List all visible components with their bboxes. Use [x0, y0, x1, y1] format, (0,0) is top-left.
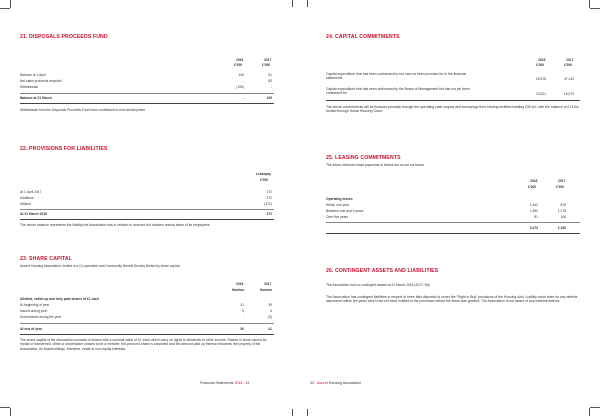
table-row-label: Withdrawals: [20, 85, 38, 89]
crop-mark: [590, 8, 600, 9]
divider: [326, 222, 580, 223]
paragraph: The Association has contingent liabilities in respect of three flats disposed of under the "Right to Buy" provisions of the Housing Acts. Liability could arise for any defects discovered within ten years which had not been notified to the purchaser before the lease was granted. The Association is not aware of any material defects.: [326, 295, 578, 304]
col-year: 2017: [264, 282, 272, 286]
col-year: 2018: [530, 179, 538, 183]
divider: [20, 209, 274, 210]
table-cell: 106: [266, 96, 272, 100]
table-cell: 876: [560, 203, 566, 207]
table-row-label: Capital expenditure that has been contracted for but has not been provided for in the financial statements: [326, 72, 467, 81]
table-cell: 50: [240, 327, 244, 331]
table-cell: 83: [268, 79, 272, 83]
section-23-title: 23. SHARE CAPITAL: [20, 256, 73, 262]
table-cell: 1,178: [557, 209, 566, 213]
section-21-title: 21. DISPOSALS PROCEEDS FUND: [20, 34, 108, 40]
table-row-label: Net sales proceeds recycled: [20, 79, 62, 83]
section-25-title: 25. LEASING COMMITMENTS: [326, 155, 401, 161]
section-intro: The future minimum lease payments of leases are as set out below.: [326, 163, 425, 167]
footer-right: 42 | Ascent Housing Association: [310, 381, 362, 385]
table-row-label: Issued during year: [20, 309, 48, 313]
paragraph: The Association had no contingent assets at 31 March 2018 (2017: Nil).: [326, 283, 431, 287]
table-total-label: At end of year: [20, 327, 42, 331]
table-row-label: Balance at 1 April: [20, 73, 46, 77]
divider: [20, 103, 274, 104]
table-cell: 9: [242, 309, 244, 313]
crop-mark: [590, 407, 600, 408]
col-unit: £'000: [234, 63, 243, 67]
section-note: The above balance represents the liability the Association has in relation to accrued but untaken annual leave of its employees.: [20, 223, 211, 227]
table-row-label: Between one and 5 years: [326, 209, 364, 213]
section-note: The above commitments will be financed primarily through the operating cash surplus and borrowings from existing facilities totalling £39.1m, with the balance of £13.6m funded through Social Housing Grant.: [326, 105, 579, 114]
divider: [326, 100, 580, 101]
table-cell: (106): [236, 85, 244, 89]
table-cell: 29,578: [535, 77, 546, 81]
crop-mark: [292, 409, 293, 416]
footer-left-year: 2018: [234, 381, 243, 385]
table-cell: 41: [240, 303, 244, 307]
table-total-label: At 31 March 2018: [20, 212, 47, 216]
table-cell: 106: [560, 215, 566, 219]
footer-right-org-rest: Housing Association: [328, 381, 362, 385]
col-year: 2017: [566, 58, 574, 62]
table-row-label: Additions: [20, 196, 34, 200]
crop-mark: [307, 409, 308, 416]
divider: [20, 334, 274, 335]
footer-right-org-word: Ascent: [316, 381, 328, 385]
crop-mark: [0, 8, 10, 9]
table-row-label: Over five years: [326, 215, 349, 219]
section-intro: Ascent Housing Association Limited is a Co-operative and Community Benefit Society limited by share capital.: [20, 264, 181, 268]
col-year: 2018: [236, 282, 244, 286]
table-cell: 372: [266, 190, 272, 194]
divider: [20, 219, 274, 220]
section-24-title: 24. CAPITAL COMMITMENTS: [326, 34, 400, 40]
col-year: 2017: [558, 179, 566, 183]
table-cell: 2,160: [557, 226, 566, 230]
col-unit: £'000: [536, 63, 545, 67]
table-cell: 106: [238, 73, 244, 77]
divider: [326, 233, 580, 234]
table-cell: 372: [266, 196, 272, 200]
table-cell: 41: [268, 327, 272, 331]
table-cell: (372): [264, 202, 272, 206]
footer-left: Financial Statements 2018 | 41: [200, 381, 250, 385]
table-cell: 16,073: [563, 92, 574, 96]
table-cell: 23,621: [535, 92, 546, 96]
table-cell: 47,143: [563, 77, 574, 81]
crop-mark: [292, 0, 293, 7]
table-cell: -: [242, 96, 244, 100]
footer-left-text: Financial Statements: [200, 381, 234, 385]
table-row-label: Within one year: [326, 203, 349, 207]
crop-mark: [589, 408, 590, 416]
table-row-label: Utilised: [20, 202, 31, 206]
table-cell: 39: [268, 303, 272, 307]
divider: [20, 323, 274, 324]
crop-mark: [0, 407, 10, 408]
col-year: 2018: [538, 58, 546, 62]
section-note: Withdrawals from the Disposals Proceeds Fund have contributed to new development.: [20, 108, 147, 112]
table-total-label: Balance at 31 March: [20, 96, 52, 100]
crop-mark: [10, 408, 11, 416]
table-cell: 81: [268, 73, 272, 77]
col-year: 2017: [264, 58, 272, 62]
table-cell: 5: [270, 309, 272, 313]
table-cell: -: [242, 79, 244, 83]
col-unit: £'000: [262, 63, 271, 67]
section-26-title: 26. CONTINGENT ASSETS AND LIABILITIES: [326, 268, 439, 274]
col-unit: Number: [232, 288, 245, 292]
crop-mark: [307, 0, 308, 7]
table-row-label: At beginning of year: [20, 303, 50, 307]
table-row-label: Capital expenditure that has been authorised by the Board of Management but has not yet been contracted for: [326, 87, 470, 96]
footer-left-page: 41: [245, 381, 250, 385]
crop-mark: [589, 0, 590, 8]
table-cell: 1,950: [529, 209, 538, 213]
col-unit: Number: [260, 288, 273, 292]
col-unit: £'000: [564, 63, 573, 67]
footer-right-page: 42: [310, 381, 314, 385]
table-subhead: Allotted, called up and fully paid shares of £1 each: [20, 297, 100, 301]
section-22-title: 22. PROVISIONS FOR LIABILITIES: [20, 146, 108, 152]
divider: [20, 93, 274, 94]
table-row-label: Surrendered during the year: [20, 315, 62, 319]
col-year: 2018: [236, 58, 244, 62]
table-cell: (3): [267, 315, 272, 319]
col-head: Leasepay: [256, 172, 272, 176]
section-note: The share capital of the Association consists of shares with a nominal value of £1 each which carry no rights to dividends or other income. Shares in issue cannot be repaid or transferred. When a shareholder ceases to be a member, this person's share is cancelled and the amount paid up thereon becomes the property of the Association. All shareholdings, therefore, relate to non-equity interests.: [20, 338, 267, 351]
table-cell: -: [242, 315, 244, 319]
table-cell: 372: [266, 212, 272, 216]
crop-mark: [10, 0, 11, 8]
table-cell: -: [270, 85, 272, 89]
col-unit: £'000: [556, 185, 565, 189]
col-unit: £'000: [260, 178, 269, 182]
table-row-label: At 1 April 2017: [20, 190, 42, 194]
table-cell: 1,442: [529, 203, 538, 207]
table-cell: 81: [534, 215, 538, 219]
col-unit: £'000: [528, 185, 537, 189]
table-cell: 3,473: [529, 226, 538, 230]
table-subhead: Operating leases: [326, 197, 353, 201]
